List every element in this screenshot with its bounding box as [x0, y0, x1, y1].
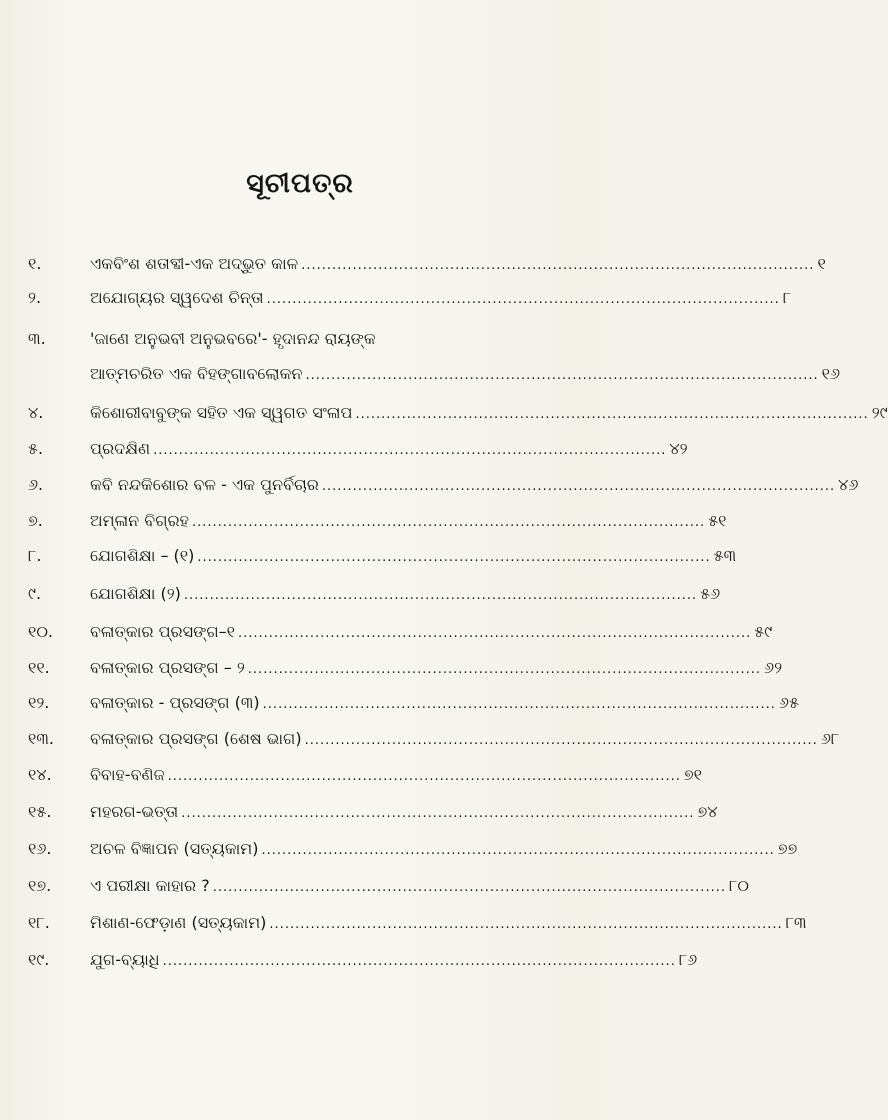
leader-dots: ....................................................................................................: [183, 588, 698, 603]
entry-line: [90, 765, 703, 785]
entry-page: ୮୩: [785, 913, 807, 932]
entry-title: ବିବାହ-ବଣିଜ: [90, 765, 165, 784]
entry-line: [90, 913, 807, 933]
entry-number: ୮.: [28, 546, 42, 565]
entry-number: ୧୭.: [28, 876, 52, 895]
entry-number: ୫.: [28, 439, 44, 458]
entry-page: ୮: [782, 288, 792, 307]
entry-page: ୧: [817, 254, 826, 273]
entry-line: [90, 511, 727, 531]
entry-page: ୨୯: [871, 403, 888, 422]
entry-title: ଅମ୍ଳାନ ବିଗ୍ରହ: [90, 511, 189, 530]
entry-number: ୧.: [28, 254, 42, 273]
entry-line: [90, 729, 840, 749]
entry-title: ଯୋଗଶିକ୍ଷା – (୧): [90, 546, 195, 565]
entry-line: [90, 950, 698, 970]
leader-dots: ....................................................................................................: [197, 550, 711, 565]
entry-line: [90, 546, 737, 566]
leader-dots: ....................................................................................................: [153, 443, 667, 458]
entry-page: ୫୬: [700, 584, 721, 603]
leader-dots: ....................................................................................................: [355, 407, 869, 422]
entry-line: [90, 584, 721, 604]
entry-page: ୪୬: [838, 475, 859, 494]
entry-title: ଅଚଳ ବିଜ୍ଞାପନ (ସତ୍ୟକାମ): [90, 839, 259, 858]
entry-page: ୮୦: [728, 876, 749, 895]
entry-line: [90, 475, 859, 495]
leader-dots: ....................................................................................................: [301, 258, 815, 273]
entry-page: ୬୫: [778, 693, 799, 712]
entry-page: ୫୧: [708, 511, 727, 530]
entry-line: [90, 364, 841, 384]
leader-dots: ....................................................................................................: [247, 662, 762, 677]
entry-number: ୩.: [28, 329, 46, 348]
entry-page: ୫୩: [713, 546, 737, 565]
entry-title: ଅଯୋଗ୍ୟର ସ୍ୱଦେଶ ଚିନ୍ତା: [90, 288, 264, 307]
entry-title: ବଳାତ୍କାର ପ୍ରସଙ୍ଗ – ୨: [90, 658, 245, 677]
entry-number: ୧୩.: [28, 729, 54, 748]
entry-page: ୭୧: [683, 765, 703, 784]
leader-dots: ....................................................................................................: [181, 806, 695, 821]
entry-title: ମିଶାଣ-ଫେଡ଼ାଣ (ସତ୍ୟକାମ): [90, 913, 267, 932]
entry-line: [90, 693, 799, 713]
leader-dots: ....................................................................................................: [305, 368, 819, 383]
entry-line: [90, 839, 798, 859]
entry-page: ୭୭: [777, 839, 798, 858]
leader-dots: ....................................................................................................: [162, 954, 676, 969]
entry-line: [90, 403, 888, 423]
entry-line: [90, 439, 688, 459]
entry-line: [90, 622, 773, 642]
entry-line: [90, 288, 792, 308]
entry-page: ୬୮: [820, 729, 840, 748]
entry-title: ଏକବିଂଶ ଶତାବ୍ଦୀ-ଏକ ଅଦ୍ଭୁତ କାଳ: [90, 254, 299, 273]
entry-number: ୭.: [28, 511, 43, 530]
entry-title: କବି ନନ୍ଦକିଶୋର ବଳ - ଏକ ପୁନର୍ବିଚାର: [90, 475, 319, 494]
entry-number: ୯.: [28, 584, 42, 603]
entry-number: ୨.: [28, 288, 42, 307]
entry-line: [90, 254, 826, 274]
entry-line: [90, 658, 783, 678]
entry-title: ବଳାତ୍କାର ପ୍ରସଙ୍ଗ (ଶେଷ ଭାଗ): [90, 729, 302, 748]
leader-dots: ....................................................................................................: [191, 515, 706, 530]
entry-page: ୬୨: [764, 658, 783, 677]
entry-number: ୧୧.: [28, 658, 50, 677]
entry-number: ୪.: [28, 403, 44, 422]
leader-dots: ....................................................................................................: [262, 697, 776, 712]
entry-line: [90, 876, 749, 896]
leader-dots: ....................................................................................................: [238, 626, 752, 641]
entry-title: ପ୍ରଦକ୍ଷିଣ: [90, 439, 151, 458]
entry-line: [90, 802, 718, 822]
entry-number: ୧୯.: [28, 950, 50, 969]
entry-title: ବଳାତ୍କାର ପ୍ରସଙ୍ଗ–୧: [90, 622, 235, 641]
entry-title: ଏ ପରୀକ୍ଷା କାହାର ?: [90, 876, 210, 895]
entry-page: ୭୪: [697, 802, 718, 821]
leader-dots: ....................................................................................................: [321, 479, 836, 494]
entry-title: ଯୋଗଶିକ୍ଷା (୨): [90, 584, 181, 603]
entry-page: ୪୨: [669, 439, 688, 458]
leader-dots: ....................................................................................................: [304, 733, 818, 748]
entry-page: ୧୬: [821, 364, 841, 383]
entry-page: ୮୬: [678, 950, 698, 969]
leader-dots: ....................................................................................................: [167, 769, 681, 784]
entry-number: ୧୦.: [28, 622, 54, 641]
entry-line: [90, 329, 390, 349]
entry-number: ୧୨.: [28, 693, 50, 712]
leader-dots: ....................................................................................................: [266, 292, 780, 307]
leader-dots: ....................................................................................................: [212, 880, 726, 895]
entry-number: ୧୮.: [28, 913, 50, 932]
entry-number: ୬.: [28, 475, 44, 494]
entry-page: ୫୯: [754, 622, 773, 641]
entry-title: ବଳାତ୍କାର - ପ୍ରସଙ୍ଗ (୩): [90, 693, 260, 712]
page-title: ସୂଚୀପତ୍ର: [246, 168, 354, 199]
leader-dots: ....................................................................................................: [269, 917, 783, 932]
entry-number: ୧୫.: [28, 802, 52, 821]
entry-title: ଯୁଗ-ବ୍ୟାଧି: [90, 950, 160, 969]
entry-number: ୧୪.: [28, 765, 52, 784]
entry-title: 'ଜାଣେ ଅନୁଭବୀ ଅନୁଭବରେ'- ହୃଦାନନ୍ଦ ରାୟଙ୍କ: [90, 329, 376, 348]
entry-title: ଆତ୍ମଚରିତ ଏକ ବିହଙ୍ଗାବଲୋକନ: [90, 364, 303, 383]
entry-title: ମହରଗ-ଭତ୍ତା: [90, 802, 179, 821]
leader-dots: ....................................................................................................: [261, 843, 775, 858]
entry-number: ୧୬.: [28, 839, 52, 858]
entry-title: କିଶୋରୀବାବୁଙ୍କ ସହିତ ଏକ ସ୍ୱଗତ ସଂଳାପ: [90, 403, 353, 422]
